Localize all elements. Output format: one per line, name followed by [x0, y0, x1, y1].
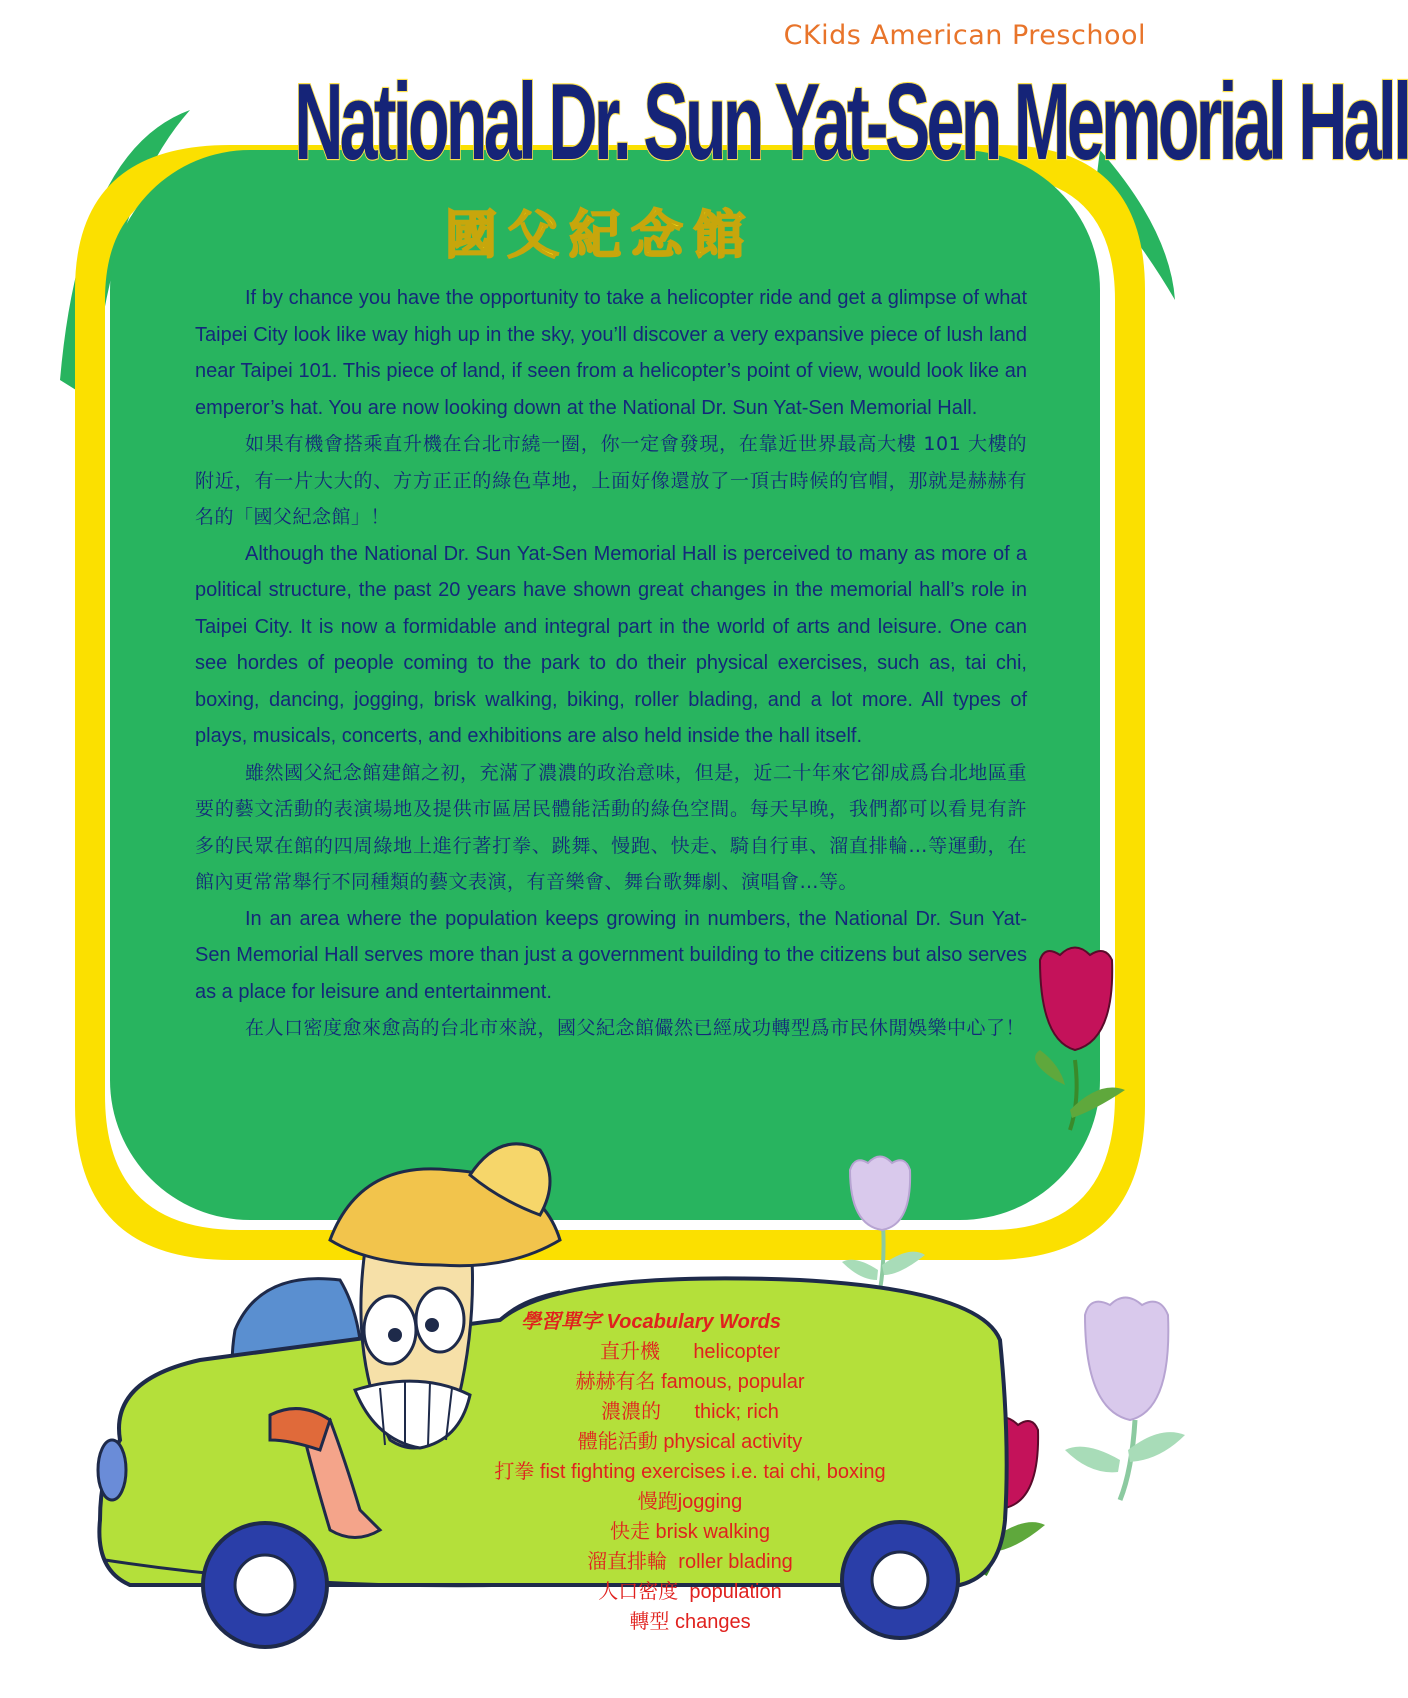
vocabulary-term-zh: 快走	[609, 1519, 650, 1543]
vocabulary-term-en: jogging	[677, 1491, 743, 1513]
vocabulary-term-en: brisk walking	[655, 1521, 771, 1543]
vocabulary-term-zh: 濃濃的	[601, 1399, 662, 1423]
vocabulary-term-zh: 直升機	[599, 1339, 660, 1363]
article-paragraph-en: In an area where the population keeps growing in numbers, the National Dr. Sun Yat-Sen Memorial Hall serves more than just a government building to the citizens but also serves as a place for leisure and entertainment.	[195, 907, 1027, 1003]
page-subtitle-chinese: 國父紀念館	[444, 205, 755, 266]
vocabulary-term-en: thick; rich	[694, 1401, 779, 1423]
vocabulary-item	[440, 1607, 940, 1637]
vocabulary-term-zh: 人口密度	[598, 1579, 679, 1603]
vocabulary-term-zh: 赫赫有名	[575, 1369, 656, 1393]
vocabulary-item	[440, 1547, 940, 1577]
brand-name: CKids American Preschool	[783, 20, 1146, 51]
vocabulary-heading: 學習單字 Vocabulary Words	[520, 1311, 782, 1333]
article-paragraph-zh: 如果有機會搭乘直升機在台北市繞一圈，你一定會發現，在靠近世界最高大樓 101 大樓的附近，有一片大大的、方方正正的綠色草地，上面好像還放了一頂古時候的官帽，那就是赫赫有名的「國父紀念館」！	[195, 433, 1027, 528]
vocabulary-term-en: changes	[674, 1611, 751, 1633]
vocabulary-item	[440, 1457, 940, 1487]
vocabulary-box	[440, 1308, 940, 1637]
vocabulary-item	[440, 1427, 940, 1457]
article-paragraph-en: If by chance you have the opportunity to take a helicopter ride and get a glimpse of what Taipei City look like way high up in the sky, you’ll discover a very expansive piece of lush land near Taipei 101. This piece of land, if seen from a helicopter’s point of view, would look like an emperor’s hat. You are now looking down at the National Dr. Sun Yat-Sen Memorial Hall.	[195, 287, 1027, 419]
lavender-tulip-icon	[1065, 1298, 1185, 1501]
vocabulary-gap	[660, 1341, 693, 1363]
vocabulary-item	[440, 1517, 940, 1547]
vocabulary-term-zh: 體能活動	[577, 1429, 658, 1453]
vocabulary-term-en: physical activity	[663, 1431, 803, 1453]
vocabulary-item	[440, 1577, 940, 1607]
vocabulary-gap	[661, 1401, 694, 1423]
article-paragraph-zh: 在人口密度愈來愈高的台北市來說，國父紀念館儼然已經成功轉型爲市民休閒娛樂中心了！	[245, 1017, 1026, 1039]
vocabulary-term-en: roller blading	[678, 1551, 793, 1573]
vocabulary-term-zh: 打拳	[494, 1459, 535, 1483]
vocabulary-item	[440, 1397, 940, 1427]
vocabulary-item	[440, 1337, 940, 1367]
article-body	[195, 280, 1027, 1047]
vocabulary-term-en: fist fighting exercises i.e. tai chi, boxing	[539, 1461, 886, 1483]
vocabulary-term-zh: 慢跑	[637, 1489, 678, 1513]
page-title: National Dr. Sun Yat-Sen Memorial Hall	[294, 62, 1408, 183]
vocabulary-term-en: famous, popular	[661, 1371, 805, 1393]
vocabulary-term-en: population	[689, 1581, 782, 1603]
vocabulary-term-zh: 轉型	[629, 1609, 670, 1633]
vocabulary-item	[440, 1367, 940, 1397]
vocabulary-term-zh: 溜直排輪	[587, 1549, 668, 1573]
article-paragraph-en: Although the National Dr. Sun Yat-Sen Memorial Hall is perceived to many as more of a political structure, the past 20 years have shown great changes in the memorial hall’s role in Taipei City. It is now a formidable and integral part in the world of arts and leisure. One can see hordes of people coming to the park to do their physical exercises, such as, tai chi, boxing, dancing, jogging, brisk walking, biking, roller blading, and a lot more. All types of plays, musicals, concerts, and exhibitions are also held inside the hall itself.	[195, 542, 1027, 747]
article-paragraph-zh: 雖然國父紀念館建館之初，充滿了濃濃的政治意味，但是，近二十年來它卻成爲台北地區重要的藝文活動的表演場地及提供市區居民體能活動的綠色空間。每天早晚，我們都可以看見有許多的民眾在館的四周綠地上進行著打拳、跳舞、慢跑、快走、騎自行車、溜直排輪…等運動，在館內更常常舉行不同種類的藝文表演，有音樂會、舞台歌舞劇、演唱會…等。	[195, 761, 1027, 893]
vocabulary-gap	[678, 1581, 689, 1603]
vocabulary-gap	[667, 1551, 678, 1573]
vocabulary-term-en: helicopter	[693, 1341, 781, 1363]
vocabulary-item	[440, 1487, 940, 1517]
